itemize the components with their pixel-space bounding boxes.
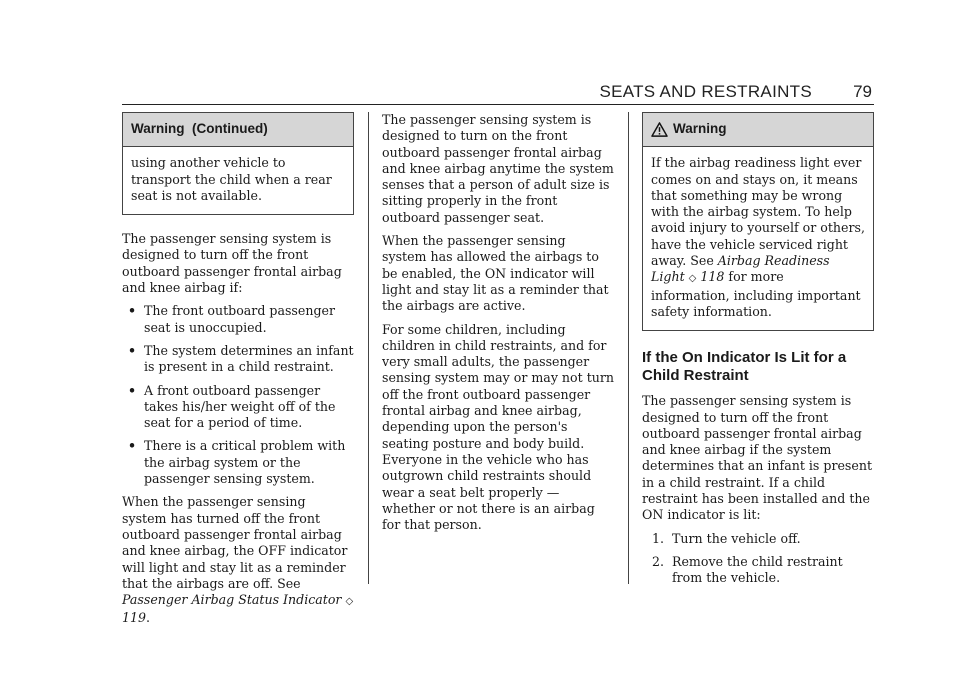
paragraph: The passenger sensing system is designed to turn on the front outboard passenger frontal airbag and knee airbag anytime the system senses that a person of adult size is sitting properly in the front outboard passenger seat. xyxy=(382,112,614,225)
page-header xyxy=(122,78,874,105)
paragraph: The passenger sensing system is designed to turn off the front outboard passenger frontal airbag and knee airbag if: xyxy=(122,231,342,296)
bullet-icon: • xyxy=(128,438,137,454)
list-item: • The system determines an infant is present in a child restraint. xyxy=(128,342,354,375)
warning-box-title: Warning (Continued) xyxy=(123,113,353,147)
warning-box-text: If the airbag readiness light ever comes on and stays on, it means that something may be wrong with the airbag system. To help avoid injury to yourself or others, have the vehicle serviced right away. See Airbag Readiness Light ◇ 118 for more information, including important safety information. xyxy=(651,155,865,319)
warning-box-text: using another vehicle to transport the child when a rear seat is not available. xyxy=(131,155,332,203)
warning-triangle-icon xyxy=(651,122,668,137)
paragraph: The passenger sensing system is designed to turn off the front outboard passenger frontal airbag and knee airbag if the system determines that an infant is present in a child restraint. If a child restraint has been installed and the ON indicator is lit: xyxy=(642,393,873,523)
xref-page-number[interactable]: 118 xyxy=(700,269,725,285)
numbered-list xyxy=(642,531,874,587)
bullet-icon: • xyxy=(128,342,137,358)
section-heading: If the On Indicator Is Lit for a Child Restraint xyxy=(642,349,847,385)
list-item: • The front outboard passenger seat is unoccupied. xyxy=(128,303,335,335)
bullet-icon: • xyxy=(128,382,137,398)
page-ref-icon: ◇ xyxy=(688,273,697,285)
column-1 xyxy=(122,112,354,634)
paragraph: When the passenger sensing system has turned off the front outboard passenger frontal airbag and knee airbag, the OFF indicator will light and stay lit as a reminder that the airbags are off. See Passenger Airbag Status Indicator ◇ 119. xyxy=(122,494,354,626)
section-title: SEATS AND RESTRAINTS xyxy=(599,82,812,101)
column-2 xyxy=(382,112,614,540)
bullet-icon: • xyxy=(128,303,137,319)
bullet-list xyxy=(122,303,354,487)
column-divider-2 xyxy=(628,112,629,584)
paragraph: When the passenger sensing system has allowed the airbags to be enabled, the ON indicator will light and stay lit as a reminder that the airbags are active. xyxy=(382,233,609,314)
xref-page-number[interactable]: 119 xyxy=(122,610,147,626)
list-item: • A front outboard passenger takes his/her weight off of the seat for a period of time. xyxy=(128,382,336,431)
list-item: • There is a critical problem with the airbag system or the passenger sensing system. xyxy=(128,438,346,487)
column-3 xyxy=(642,112,874,594)
paragraph: For some children, including children in child restraints, and for very small adults, the passenger sensing system may or may not turn off the front outboard passenger frontal airbag and knee airbag, depending upon the person's seating posture and body build. Everyone in the vehicle who has outgrown child restraints should wear a seat belt properly — whether or not there is an airbag for that person. xyxy=(382,321,614,533)
column-divider-1 xyxy=(368,112,369,584)
xref-passenger-airbag-status-indicator[interactable]: Passenger Airbag Status Indicator xyxy=(122,592,342,608)
warning-box-title: Warning xyxy=(643,113,873,147)
list-item: 1. Turn the vehicle off. xyxy=(652,530,801,546)
list-item: 2. Remove the child restraint from the vehicle. xyxy=(652,553,843,586)
page-number: 79 xyxy=(853,82,872,101)
page-ref-icon: ◇ xyxy=(345,596,354,608)
warning-box xyxy=(642,112,874,331)
warning-continued-box xyxy=(122,112,354,215)
xref-airbag-readiness-light[interactable]: Airbag Readiness Light xyxy=(651,253,830,285)
